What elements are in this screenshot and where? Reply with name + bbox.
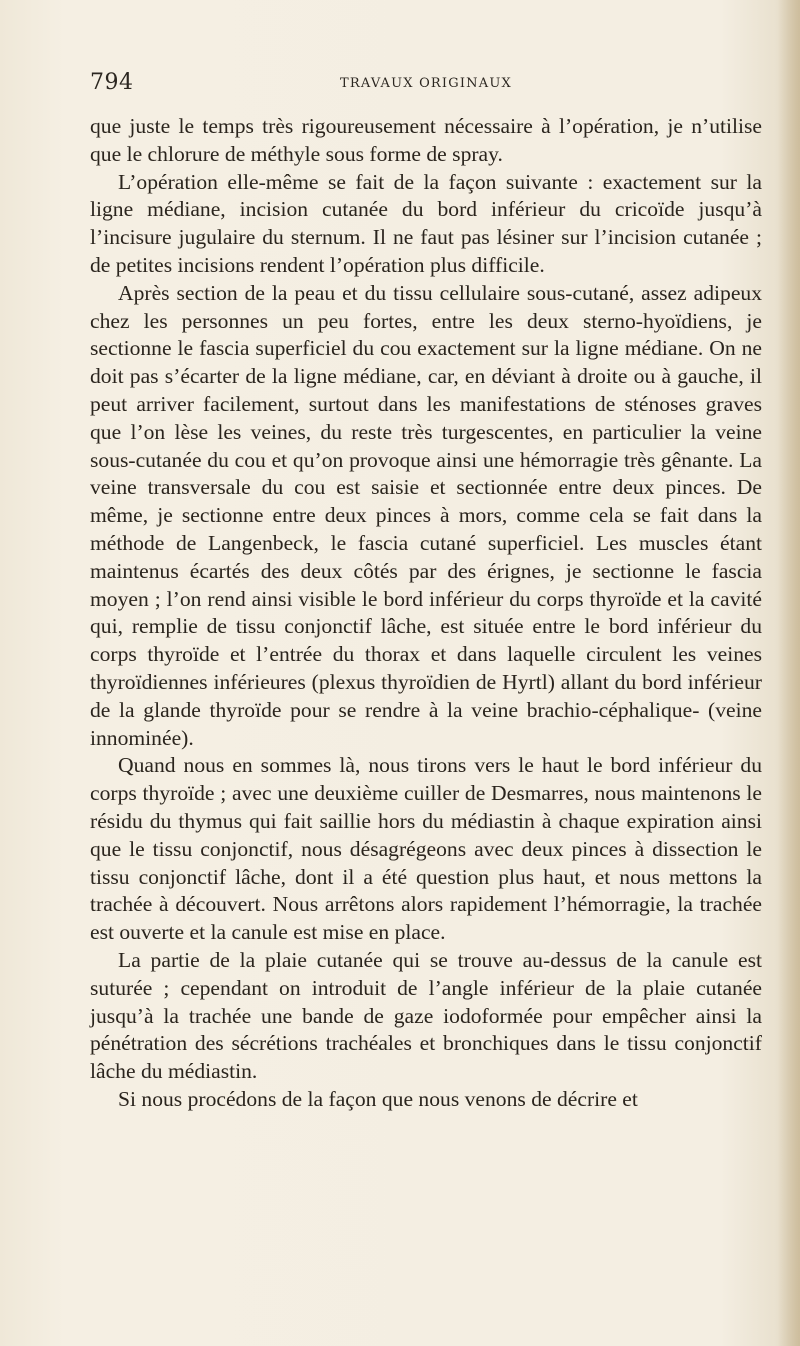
page-number: 794 bbox=[90, 70, 134, 95]
paragraph-2: L’opération elle-même se fait de la façon suivante : exactement sur la ligne médiane, incision cutanée du bord inférieur du cricoïde jusqu’à l’incisure jugulaire du sternum. Il ne faut pas lésiner sur l’incision cutanée ; de petites incisions rendent l’opération plus difficile. bbox=[90, 169, 762, 277]
body-text bbox=[90, 113, 762, 1114]
page-header bbox=[90, 70, 762, 100]
paragraph-6: Si nous procédons de la façon que nous venons de décrire et bbox=[118, 1086, 638, 1111]
paragraph-1: que juste le temps très rigoureusement nécessaire à l’opération, je n’utilise que le chlorure de méthyle sous forme de spray. bbox=[90, 114, 762, 166]
running-head: TRAVAUX ORIGINAUX bbox=[340, 76, 512, 91]
page-edge-shadow bbox=[778, 0, 800, 1346]
paragraph-3: Après section de la peau et du tissu cellulaire sous-cutané, assez adipeux chez les personnes un peu fortes, entre les deux sterno-hyoïdiens, je sectionne le fascia superficiel du cou exactement sur la ligne médiane. On ne doit pas s’écarter de la ligne médiane, car, en déviant à droite ou à gauche, il peut arriver facilement, surtout dans les manifestations de sténoses graves que l’on lèse les veines, du reste très turgescentes, en particulier la veine sous-cutanée du cou et qu’on provoque ainsi une hémorragie très gênante. La veine transversale du cou est saisie et sectionnée entre deux pinces. De même, je sectionne entre deux pinces à mors, comme cela se fait dans la méthode de Langenbeck, le fascia cutané superficiel. Les muscles étant maintenus écartés des deux côtés par des érignes, je sectionne le fascia moyen ; l’on rend ainsi visible le bord inférieur du corps thyroïde et la cavité qui, remplie de tissu conjonctif lâche, est située entre le bord inférieur du corps thyroïde et l’entrée du thorax et dans laquelle circulent les veines thyroïdiennes inférieures (plexus thyroïdien de Hyrtl) allant du bord inférieur de la glande thyroïde pour se rendre à la veine brachio-céphalique- (veine innominée). bbox=[90, 280, 762, 750]
paragraph-5: La partie de la plaie cutanée qui se trouve au-dessus de la canule est suturée ; cependant on introduit de l’angle inférieur de la plaie cutanée jusqu’à la trachée une bande de gaze iodoformée pour empêcher ainsi la pénétration des sécrétions trachéales et bronchiques dans le tissu conjonctif lâche du médiastin. bbox=[90, 947, 762, 1084]
paragraph-4: Quand nous en sommes là, nous tirons vers le haut le bord inférieur du corps thyroïde ; avec une deuxième cuiller de Desmarres, nous maintenons le résidu du thymus qui fait saillie hors du médiastin à chaque expiration ainsi que le tissu conjonctif, nous désagrégeons avec deux pinces à dissection le tissu conjonctif lâche, dont il a été question plus haut, et nous mettons la trachée à découvert. Nous arrêtons alors rapidement l’hémorragie, la trachée est ouverte et la canule est mise en place. bbox=[90, 753, 762, 945]
